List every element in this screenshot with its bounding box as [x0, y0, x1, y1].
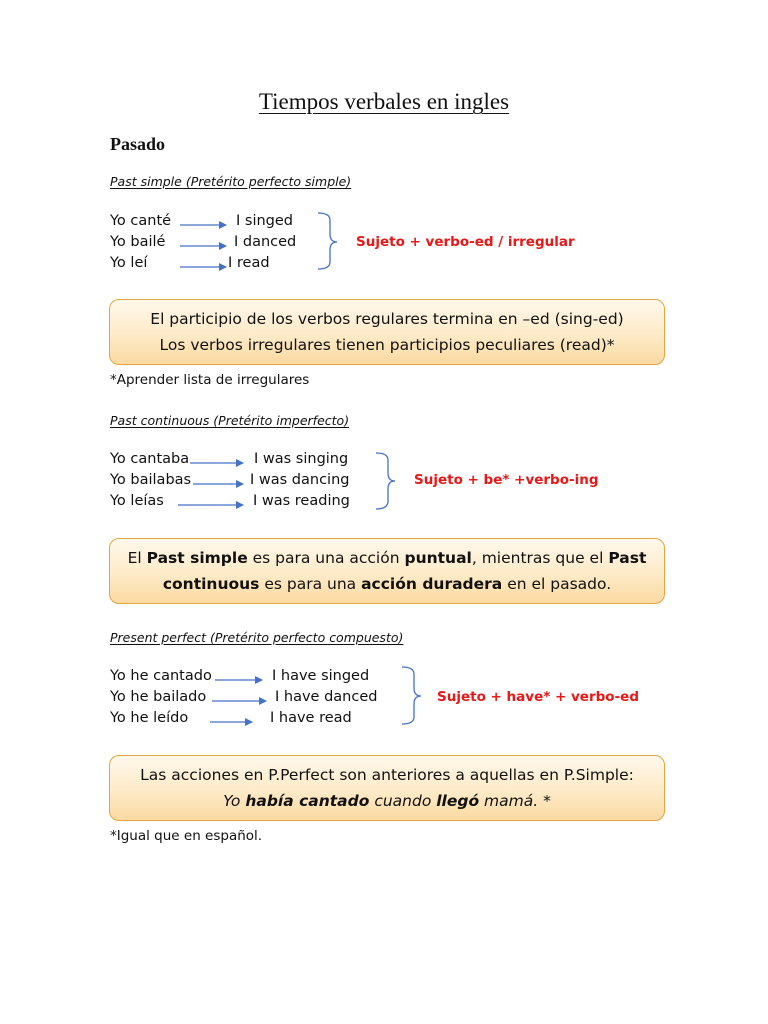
past-simple-es-2: Yo bailé: [110, 234, 166, 250]
past-continuous-es-1: Yo cantaba: [110, 451, 190, 467]
present-perfect-en-3: I have read: [270, 710, 352, 726]
past-simple-en-3: I read: [228, 255, 270, 271]
past-simple-es-3: Yo leí: [110, 255, 148, 271]
section-heading-pasado: Pasado: [110, 134, 166, 154]
page-title: Tiempos verbales en ingles: [258, 89, 510, 114]
callout-line-irregulares: Los verbos irregulares tienen participios peculiares (read)*: [159, 336, 615, 354]
callout-line-participio: El participio de los verbos regulares termina en –ed (sing-ed): [150, 310, 624, 328]
past-simple-heading: Past simple (Pretérito perfecto simple): [110, 174, 352, 189]
callout-line-aspecto-1: El Past simple es para una acción puntual, mientras que el Past: [127, 549, 647, 567]
past-simple-formula: Sujeto + verbo-ed / irregular: [356, 234, 575, 250]
present-perfect-es-1: Yo he cantado: [110, 668, 212, 684]
present-perfect-en-1: I have singed: [272, 668, 370, 684]
note-igual-espanol: *Igual que en español.: [110, 828, 263, 844]
past-continuous-es-3: Yo leías: [110, 493, 164, 509]
present-perfect-callout: [109, 755, 665, 821]
past-continuous-en-1: I was singing: [254, 451, 349, 467]
present-perfect-es-3: Yo he leído: [110, 710, 189, 726]
callout-line-ejemplo: Yo había cantado cuando llegó mamá. *: [223, 792, 551, 810]
brace-icon: [402, 667, 421, 724]
past-continuous-en-2: I was dancing: [250, 472, 350, 488]
callout-line-aspecto-2: continuous es para una acción duradera en el pasado.: [162, 575, 612, 593]
past-continuous-callout: [109, 538, 665, 604]
callout-line-anteriores: Las acciones en P.Perfect son anteriores a aquellas en P.Simple:: [140, 766, 634, 784]
past-simple-en-2: I danced: [234, 234, 297, 250]
present-perfect-heading: Present perfect (Pretérito perfecto compuesto): [110, 630, 404, 645]
present-perfect-es-2: Yo he bailado: [110, 689, 207, 705]
past-continuous-heading: Past continuous (Pretérito imperfecto): [110, 413, 350, 428]
note-irregulares: *Aprender lista de irregulares: [110, 372, 310, 388]
brace-icon: [376, 453, 395, 509]
past-simple-callout: [109, 299, 665, 365]
present-perfect-en-2: I have danced: [275, 689, 378, 705]
past-continuous-formula: Sujeto + be* +verbo-ing: [414, 472, 599, 488]
present-perfect-formula: Sujeto + have* + verbo-ed: [437, 689, 639, 705]
brace-icon: [318, 213, 337, 269]
past-simple-en-1: I singed: [236, 213, 293, 229]
past-continuous-en-3: I was reading: [253, 493, 350, 509]
past-continuous-es-2: Yo bailabas: [110, 472, 192, 488]
past-simple-es-1: Yo canté: [110, 213, 172, 229]
